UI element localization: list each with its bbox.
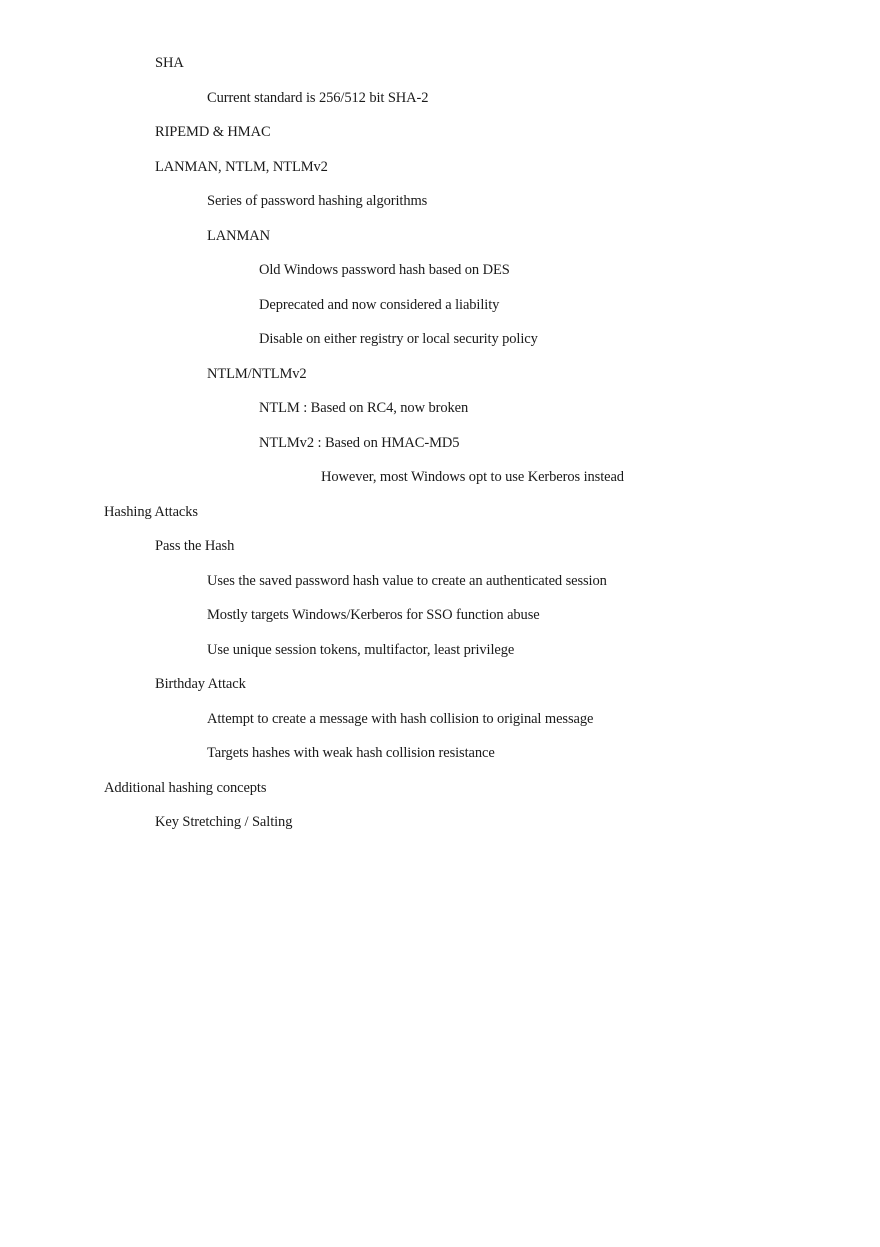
outline-item-ntlm: NTLM/NTLMv2 — [207, 366, 307, 382]
section-heading-hashing-attacks: Hashing Attacks — [104, 504, 198, 520]
outline-item: Series of password hashing algorithms — [207, 193, 428, 209]
outline-item-ripemd-hmac: RIPEMD & HMAC — [155, 124, 271, 140]
outline-item: Deprecated and now considered a liability — [259, 297, 500, 313]
outline-item: Disable on either registry or local security policy — [259, 331, 538, 347]
outline-item: NTLMv2 : Based on HMAC-MD5 — [259, 435, 460, 451]
outline-item: Mostly targets Windows/Kerberos for SSO function abuse — [207, 607, 540, 623]
outline-item: Current standard is 256/512 bit SHA-2 — [207, 90, 429, 106]
outline-item-pass-the-hash: Pass the Hash — [155, 538, 235, 554]
outline-item-sha: SHA — [155, 55, 184, 71]
outline-item-birthday-attack: Birthday Attack — [155, 676, 246, 692]
outline-item-key-stretching: Key Stretching / Salting — [155, 814, 293, 830]
section-heading-additional-hashing: Additional hashing concepts — [104, 780, 267, 796]
outline-item: Attempt to create a message with hash collision to original message — [207, 711, 594, 727]
outline-item-lanman-ntlm: LANMAN, NTLM, NTLMv2 — [155, 159, 328, 175]
outline-item: Old Windows password hash based on DES — [259, 262, 510, 278]
outline-item: However, most Windows opt to use Kerberos instead — [321, 469, 624, 485]
outline-item: NTLM : Based on RC4, now broken — [259, 400, 469, 416]
outline-item-lanman: LANMAN — [207, 228, 271, 244]
outline-item: Use unique session tokens, multifactor, least privilege — [207, 642, 515, 658]
outline-item: Uses the saved password hash value to create an authenticated session — [207, 573, 607, 589]
outline-item: Targets hashes with weak hash collision resistance — [207, 745, 495, 761]
